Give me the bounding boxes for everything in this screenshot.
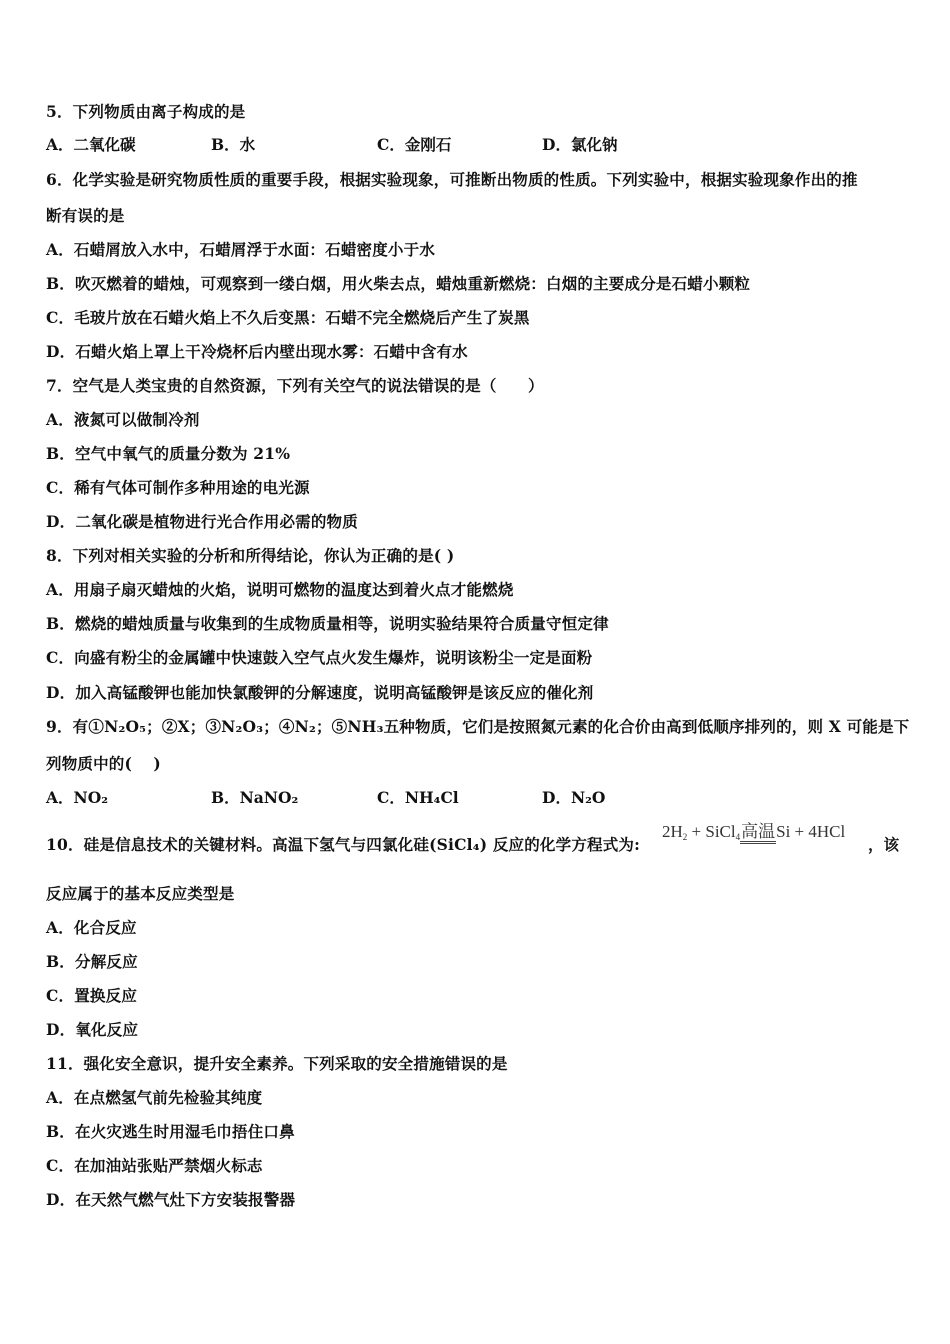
q10-option-b: B．分解反应	[46, 952, 138, 971]
q10-option-d: D．氧化反应	[46, 1020, 139, 1039]
q5-option-d: D．氯化钠	[542, 135, 618, 154]
q8-option-b: B．燃烧的蜡烛质量与收集到的生成物质量相等，说明实验结果符合质量守恒定律	[46, 614, 609, 633]
q6-stem-line2: 断有误的是	[46, 206, 125, 225]
q6-option-c: C．毛玻片放在石蜡火焰上不久后变黑：石蜡不完全燃烧后产生了炭黑	[46, 308, 530, 327]
equation-right: Si + 4HCl	[776, 822, 846, 841]
q7-option-a: A．液氮可以做制冷剂	[46, 410, 200, 429]
q10-stem-part1: 10．硅是信息技术的关键材料。高温下氢气与四氯化硅(SiCl₄) 反应的化学方程式为:	[46, 835, 641, 854]
q8-stem: 8．下列对相关实验的分析和所得结论，你认为正确的是( )	[46, 546, 455, 565]
q6-option-b: B．吹灭燃着的蜡烛，可观察到一缕白烟，用火柴去点，蜡烛重新燃烧：白烟的主要成分是石蜡小颗粒	[46, 274, 751, 293]
equation-plus: + SiCl	[687, 822, 736, 841]
q6-stem-line1: 6．化学实验是研究物质性质的重要手段，根据实验现象，可推断出物质的性质。下列实验中，根据实验现象作出的推	[46, 170, 858, 189]
q10-option-c: C．置换反应	[46, 986, 138, 1005]
q10-option-a: A．化合反应	[46, 918, 137, 937]
equation-left2-sub: 4	[735, 832, 741, 842]
q8-option-a: A．用扇子扇灭蜡烛的火焰，说明可燃物的温度达到着火点才能燃烧	[46, 580, 514, 599]
q5-option-a: A．二氧化碳	[46, 135, 136, 154]
q5-option-b: B．水	[211, 135, 256, 154]
q9-stem-line2: 列物质中的( )	[46, 754, 161, 773]
q11-option-c: C．在加油站张贴严禁烟火标志	[46, 1156, 263, 1175]
q10-stem-part2: ，该	[868, 835, 900, 854]
equation-condition: 高温	[740, 823, 776, 844]
equation-left1-sub: 2	[682, 832, 688, 842]
q10-equation	[662, 822, 845, 844]
equation-left1: 2H	[662, 822, 683, 841]
q8-option-c: C．向盛有粉尘的金属罐中快速鼓入空气点火发生爆炸，说明该粉尘一定是面粉	[46, 648, 593, 667]
q9-option-d: D．N₂O	[542, 788, 606, 807]
q5-option-c: C．金刚石	[377, 135, 452, 154]
q7-option-d: D．二氧化碳是植物进行光合作用必需的物质	[46, 512, 358, 531]
q7-stem: 7．空气是人类宝贵的自然资源，下列有关空气的说法错误的是（ ）	[46, 376, 544, 395]
q11-option-b: B．在火灾逃生时用湿毛巾捂住口鼻	[46, 1122, 295, 1141]
q9-stem-line1: 9．有①N₂O₅；②X；③N₂O₃；④N₂；⑤NH₃五种物质，它们是按照氮元素的化合价由高到低顺序排列的，则 X 可能是下	[46, 717, 910, 736]
q5-stem: 5．下列物质由离子构成的是	[46, 102, 246, 121]
q9-option-c: C．NH₄Cl	[377, 788, 459, 807]
q11-stem: 11．强化安全意识，提升安全素养。下列采取的安全措施错误的是	[46, 1054, 508, 1073]
q9-option-a: A．NO₂	[46, 788, 108, 807]
q8-option-d: D．加入高锰酸钾也能加快氯酸钾的分解速度，说明高锰酸钾是该反应的催化剂	[46, 683, 594, 702]
q6-option-d: D．石蜡火焰上罩上干冷烧杯后内壁出现水雾：石蜡中含有水	[46, 342, 468, 361]
q9-option-b: B．NaNO₂	[211, 788, 299, 807]
q6-option-a: A．石蜡屑放入水中，石蜡屑浮于水面：石蜡密度小于水	[46, 240, 436, 259]
q11-option-a: A．在点燃氢气前先检验其纯度	[46, 1088, 263, 1107]
q11-option-d: D．在天然气燃气灶下方安装报警器	[46, 1190, 296, 1209]
q10-stem-line2: 反应属于的基本反应类型是	[46, 884, 235, 903]
q7-option-c: C．稀有气体可制作多种用途的电光源	[46, 478, 310, 497]
q7-option-b: B．空气中氧气的质量分数为 21%	[46, 444, 291, 463]
